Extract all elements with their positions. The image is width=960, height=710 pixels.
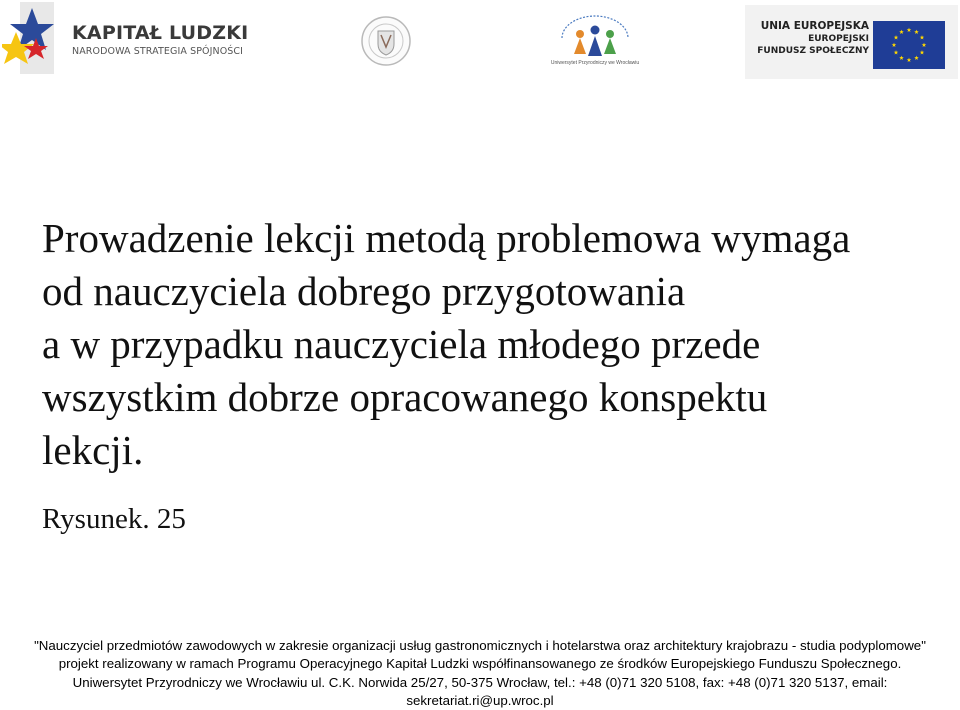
- kapital-ludzki-logo: [2, 2, 252, 74]
- project-footer: [0, 637, 960, 710]
- nauczyciel-logo-caption: Uniwersytet Przyrodniczy we Wrocławiu: [550, 60, 640, 66]
- kapital-ludzki-title: KAPITAŁ LUDZKI: [72, 22, 249, 44]
- footer-line-funding: projekt realizowany w ramach Programu Operacyjnego Kapitał Ludzki współfinansowanego ze środków Europejskiego Funduszu Społecznego.: [58, 656, 902, 672]
- eu-efs-logo: [745, 5, 958, 79]
- kapital-ludzki-star-icon: [2, 2, 62, 74]
- figure-label: Rysunek. 25: [42, 503, 186, 535]
- header-logos: [0, 0, 960, 82]
- university-seal-icon: [360, 15, 412, 67]
- lesson-body-text: Prowadzenie lekcji metodą problemowa wymaga od nauczyciela dobrego przygotowania a w przypadku nauczyciela młodego przede wszystkim dobrze opracowanego konspektu lekcji.: [42, 215, 851, 473]
- footer-line-address: Uniwersytet Przyrodniczy we Wrocławiu ul. C.K. Norwida 25/27, 50-375 Wrocław, tel.: +48 (0)71 320 5108, fax: +48 (0)71 320 5137, email:: [72, 674, 888, 690]
- eu-logo-line2: EUROPEJSKI: [808, 34, 869, 44]
- kapital-ludzki-subtitle: NARODOWA STRATEGIA SPÓJNOŚCI: [72, 46, 244, 57]
- eu-logo-line3: FUNDUSZ SPOŁECZNY: [757, 46, 869, 56]
- footer-line-project-title: "Nauczyciel przedmiotów zawodowych w zakresie organizacji usług gastronomicznych i hotelarstwa oraz architektury krajobrazu - studia podyplomowe": [34, 638, 926, 653]
- people-circle-icon: [550, 10, 640, 60]
- nauczyciel-up-wroc-logo: [550, 10, 640, 70]
- footer-line-email: sekretariat.ri@up.wroc.pl: [406, 692, 554, 708]
- eu-logo-line1: UNIA EUROPEJSKA: [760, 20, 869, 32]
- eu-flag-icon: [873, 21, 945, 69]
